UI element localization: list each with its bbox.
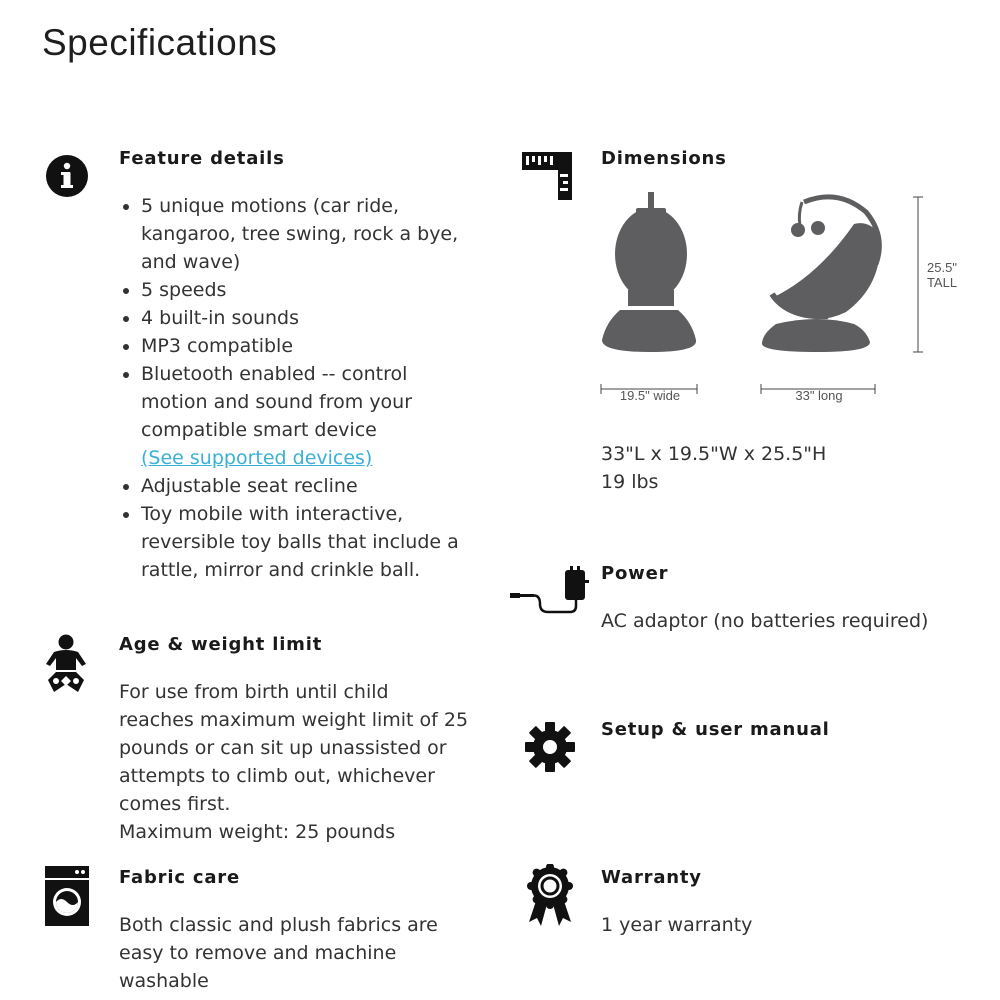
warranty-text: 1 year warranty [601, 914, 753, 936]
supported-devices-link[interactable]: (See supported devices) [141, 447, 373, 469]
fabric-care-text: Both classic and plush fabrics are easy to remove and machine washable [119, 914, 438, 992]
height-label: 25.5" TALL [926, 260, 958, 290]
power-heading: Power [601, 563, 669, 584]
power-text: AC adaptor (no batteries required) [601, 610, 929, 632]
info-icon [45, 154, 89, 198]
ruler-icon [522, 152, 572, 202]
age-weight-heading: Age & weight limit [119, 634, 323, 655]
list-item: • MP3 compatible [141, 332, 479, 360]
dimensions-text [601, 440, 951, 496]
dimensions-heading: Dimensions [601, 148, 727, 169]
product-weight: 19 lbs [601, 471, 659, 493]
product-front-view-image [598, 190, 702, 359]
feature-details-heading: Feature details [119, 148, 285, 169]
power-adapter-icon [508, 566, 590, 618]
award-ribbon-icon [527, 864, 573, 928]
list-item: • Adjustable seat recline [141, 472, 479, 500]
washing-machine-icon [45, 866, 89, 926]
product-side-view-image [758, 194, 888, 360]
list-item: • 5 speeds [141, 276, 479, 304]
feature-details-list [119, 192, 479, 584]
list-item: • Bluetooth enabled -- control motion and sound from your compatible smart device (See supported devices) [141, 360, 479, 472]
list-item: • Toy mobile with interactive, reversible toy balls that include a rattle, mirror and crinkle ball. [141, 500, 479, 584]
list-item: • 4 built-in sounds [141, 304, 479, 332]
length-label: 33" long [795, 388, 843, 403]
width-label: 19.5" wide [619, 388, 681, 403]
page-title: Specifications [42, 22, 278, 63]
list-item: • 5 unique motions (car ride, kangaroo, tree swing, rock a bye, and wave) [141, 192, 479, 276]
max-weight: Maximum weight: 25 pounds [119, 821, 396, 843]
warranty-heading: Warranty [601, 867, 702, 888]
age-weight-text: For use from birth until child reaches maximum weight limit of 25 pounds or can sit up unassisted or attempts to climb out, whichever comes first. Maximum weight: 25 pounds [119, 681, 469, 843]
dimensions-summary: 33"L x 19.5"W x 25.5"H [601, 443, 827, 465]
gear-icon[interactable] [525, 722, 575, 772]
baby-icon [44, 634, 90, 694]
fabric-care-heading: Fabric care [119, 867, 240, 888]
setup-manual-link[interactable]: Setup & user manual [601, 719, 830, 740]
